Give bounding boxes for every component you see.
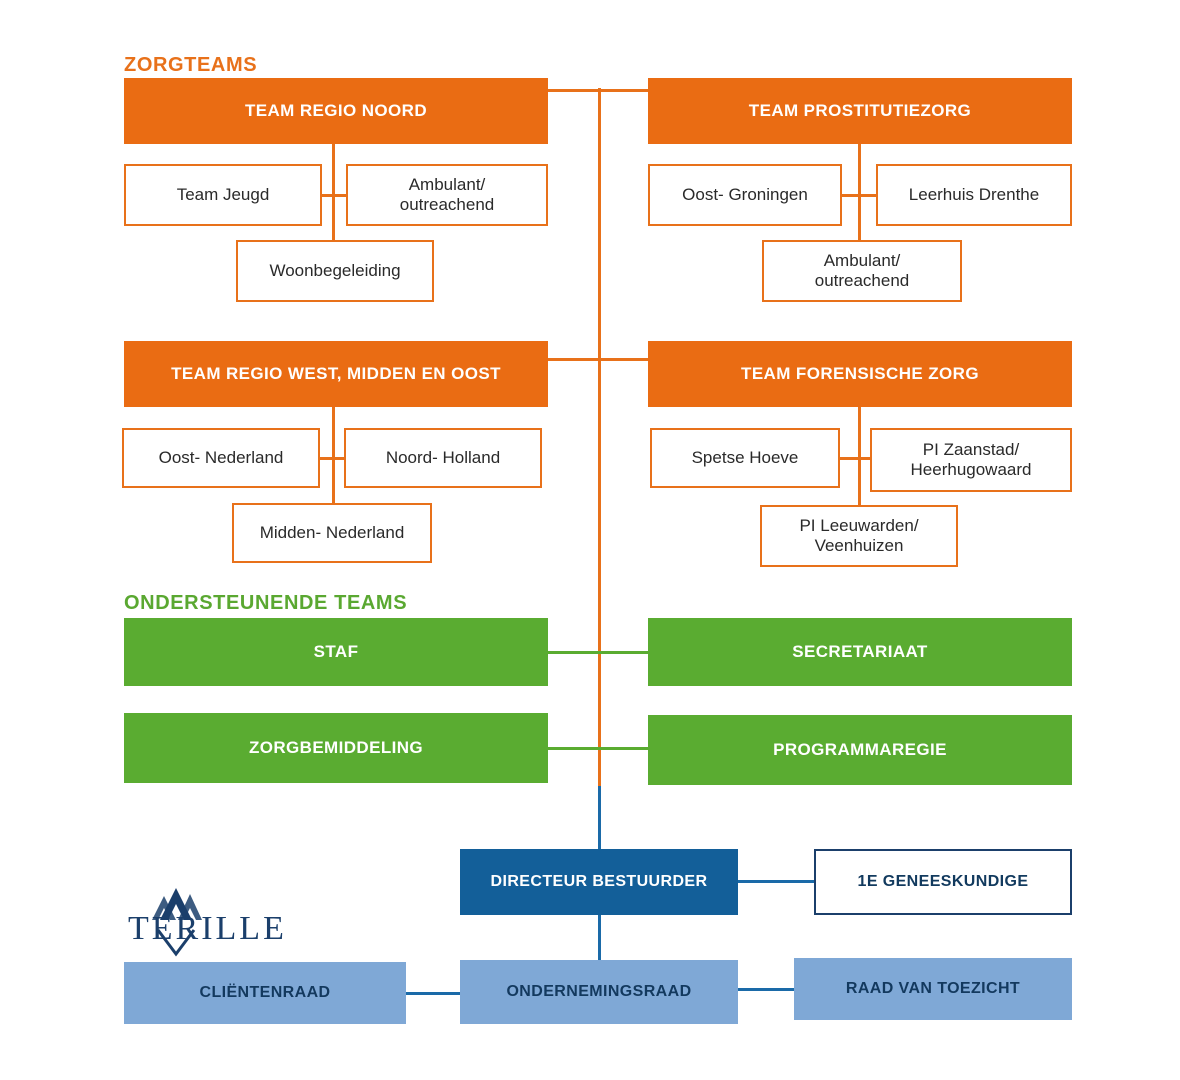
box-noord-ambulant-line2: outreachend <box>399 195 495 214</box>
box-pi-zaanstad-heerhugowaard[interactable] <box>870 428 1072 492</box>
section-heading-ondersteunende-teams: ONDERSTEUNENDE TEAMS <box>124 592 408 614</box>
box-midden-nederland[interactable]: Midden- Nederland <box>232 503 432 563</box>
connector-directeur-to-or <box>598 915 601 963</box>
connector-top-horizontal <box>546 89 656 92</box>
box-team-regio-west-midden-oost[interactable]: TEAM REGIO WEST, MIDDEN EN OOST <box>124 341 548 407</box>
box-team-prostitutiezorg[interactable]: TEAM PROSTITUTIEZORG <box>648 78 1072 144</box>
box-oost-nederland[interactable]: Oost- Nederland <box>122 428 320 488</box>
connector-clientenraad-to-or <box>406 992 462 995</box>
box-noord-holland[interactable]: Noord- Holland <box>344 428 542 488</box>
box-pi-leeuwarden-line2: Veenhuizen <box>814 536 904 555</box>
box-noord-ambulant-line1: Ambulant/ <box>408 174 486 194</box>
box-directeur-bestuurder[interactable]: DIRECTEUR BESTUURDER <box>460 849 738 915</box>
terwille-logo <box>128 880 298 960</box>
box-leerhuis-drenthe[interactable]: Leerhuis Drenthe <box>876 164 1072 226</box>
box-programmaregie[interactable]: PROGRAMMAREGIE <box>648 715 1072 785</box>
connector-noord-stem <box>332 143 335 195</box>
box-clientenraad[interactable]: CLIËNTENRAAD <box>124 962 406 1024</box>
box-prostitutiezorg-ambulant-outreachend[interactable] <box>762 240 962 302</box>
box-staf[interactable]: STAF <box>124 618 548 686</box>
connector-prost-stem <box>858 143 861 195</box>
connector-green-staf-secretariaat <box>546 651 656 654</box>
connector-west-stem <box>332 406 335 458</box>
box-oost-groningen[interactable]: Oost- Groningen <box>648 164 842 226</box>
box-pi-zaanstad-line1: PI Zaanstad/ <box>922 439 1020 459</box>
connector-or-to-raadvantoezicht <box>737 988 795 991</box>
logo-wordmark <box>128 910 287 948</box>
box-pi-leeuwarden-veenhuizen[interactable] <box>760 505 958 567</box>
box-prost-ambulant-line1: Ambulant/ <box>823 250 901 270</box>
connector-central-spine-orange <box>598 88 601 788</box>
box-team-forensische-zorg[interactable]: TEAM FORENSISCHE ZORG <box>648 341 1072 407</box>
box-prost-ambulant-line2: outreachend <box>814 271 910 290</box>
box-team-regio-noord[interactable]: TEAM REGIO NOORD <box>124 78 548 144</box>
box-secretariaat[interactable]: SECRETARIAAT <box>648 618 1072 686</box>
box-woonbegeleiding[interactable]: Woonbegeleiding <box>236 240 434 302</box>
box-zorgbemiddeling[interactable]: ZORGBEMIDDELING <box>124 713 548 783</box>
logo-wordmark-right: ILLE <box>201 910 287 947</box>
section-heading-zorgteams: ZORGTEAMS <box>124 54 258 76</box>
connector-forensisch-stem <box>858 406 861 458</box>
box-raad-van-toezicht[interactable]: RAAD VAN TOEZICHT <box>794 958 1072 1020</box>
box-pi-zaanstad-line2: Heerhugowaard <box>910 460 1032 479</box>
logo-wordmark-left: TER <box>128 910 202 947</box>
box-noord-ambulant-outreachend[interactable] <box>346 164 548 226</box>
box-team-jeugd[interactable]: Team Jeugd <box>124 164 322 226</box>
connector-directeur-to-geneeskundige <box>737 880 815 883</box>
box-pi-leeuwarden-line1: PI Leeuwarden/ <box>799 515 919 535</box>
box-1e-geneeskundige[interactable]: 1E GENEESKUNDIGE <box>814 849 1072 915</box>
box-spetse-hoeve[interactable]: Spetse Hoeve <box>650 428 840 488</box>
connector-row2-horizontal <box>546 358 656 361</box>
connector-green-zorgbemiddeling-programmaregie <box>546 747 656 750</box>
box-ondernemingsraad[interactable]: ONDERNEMINGSRAAD <box>460 960 738 1024</box>
